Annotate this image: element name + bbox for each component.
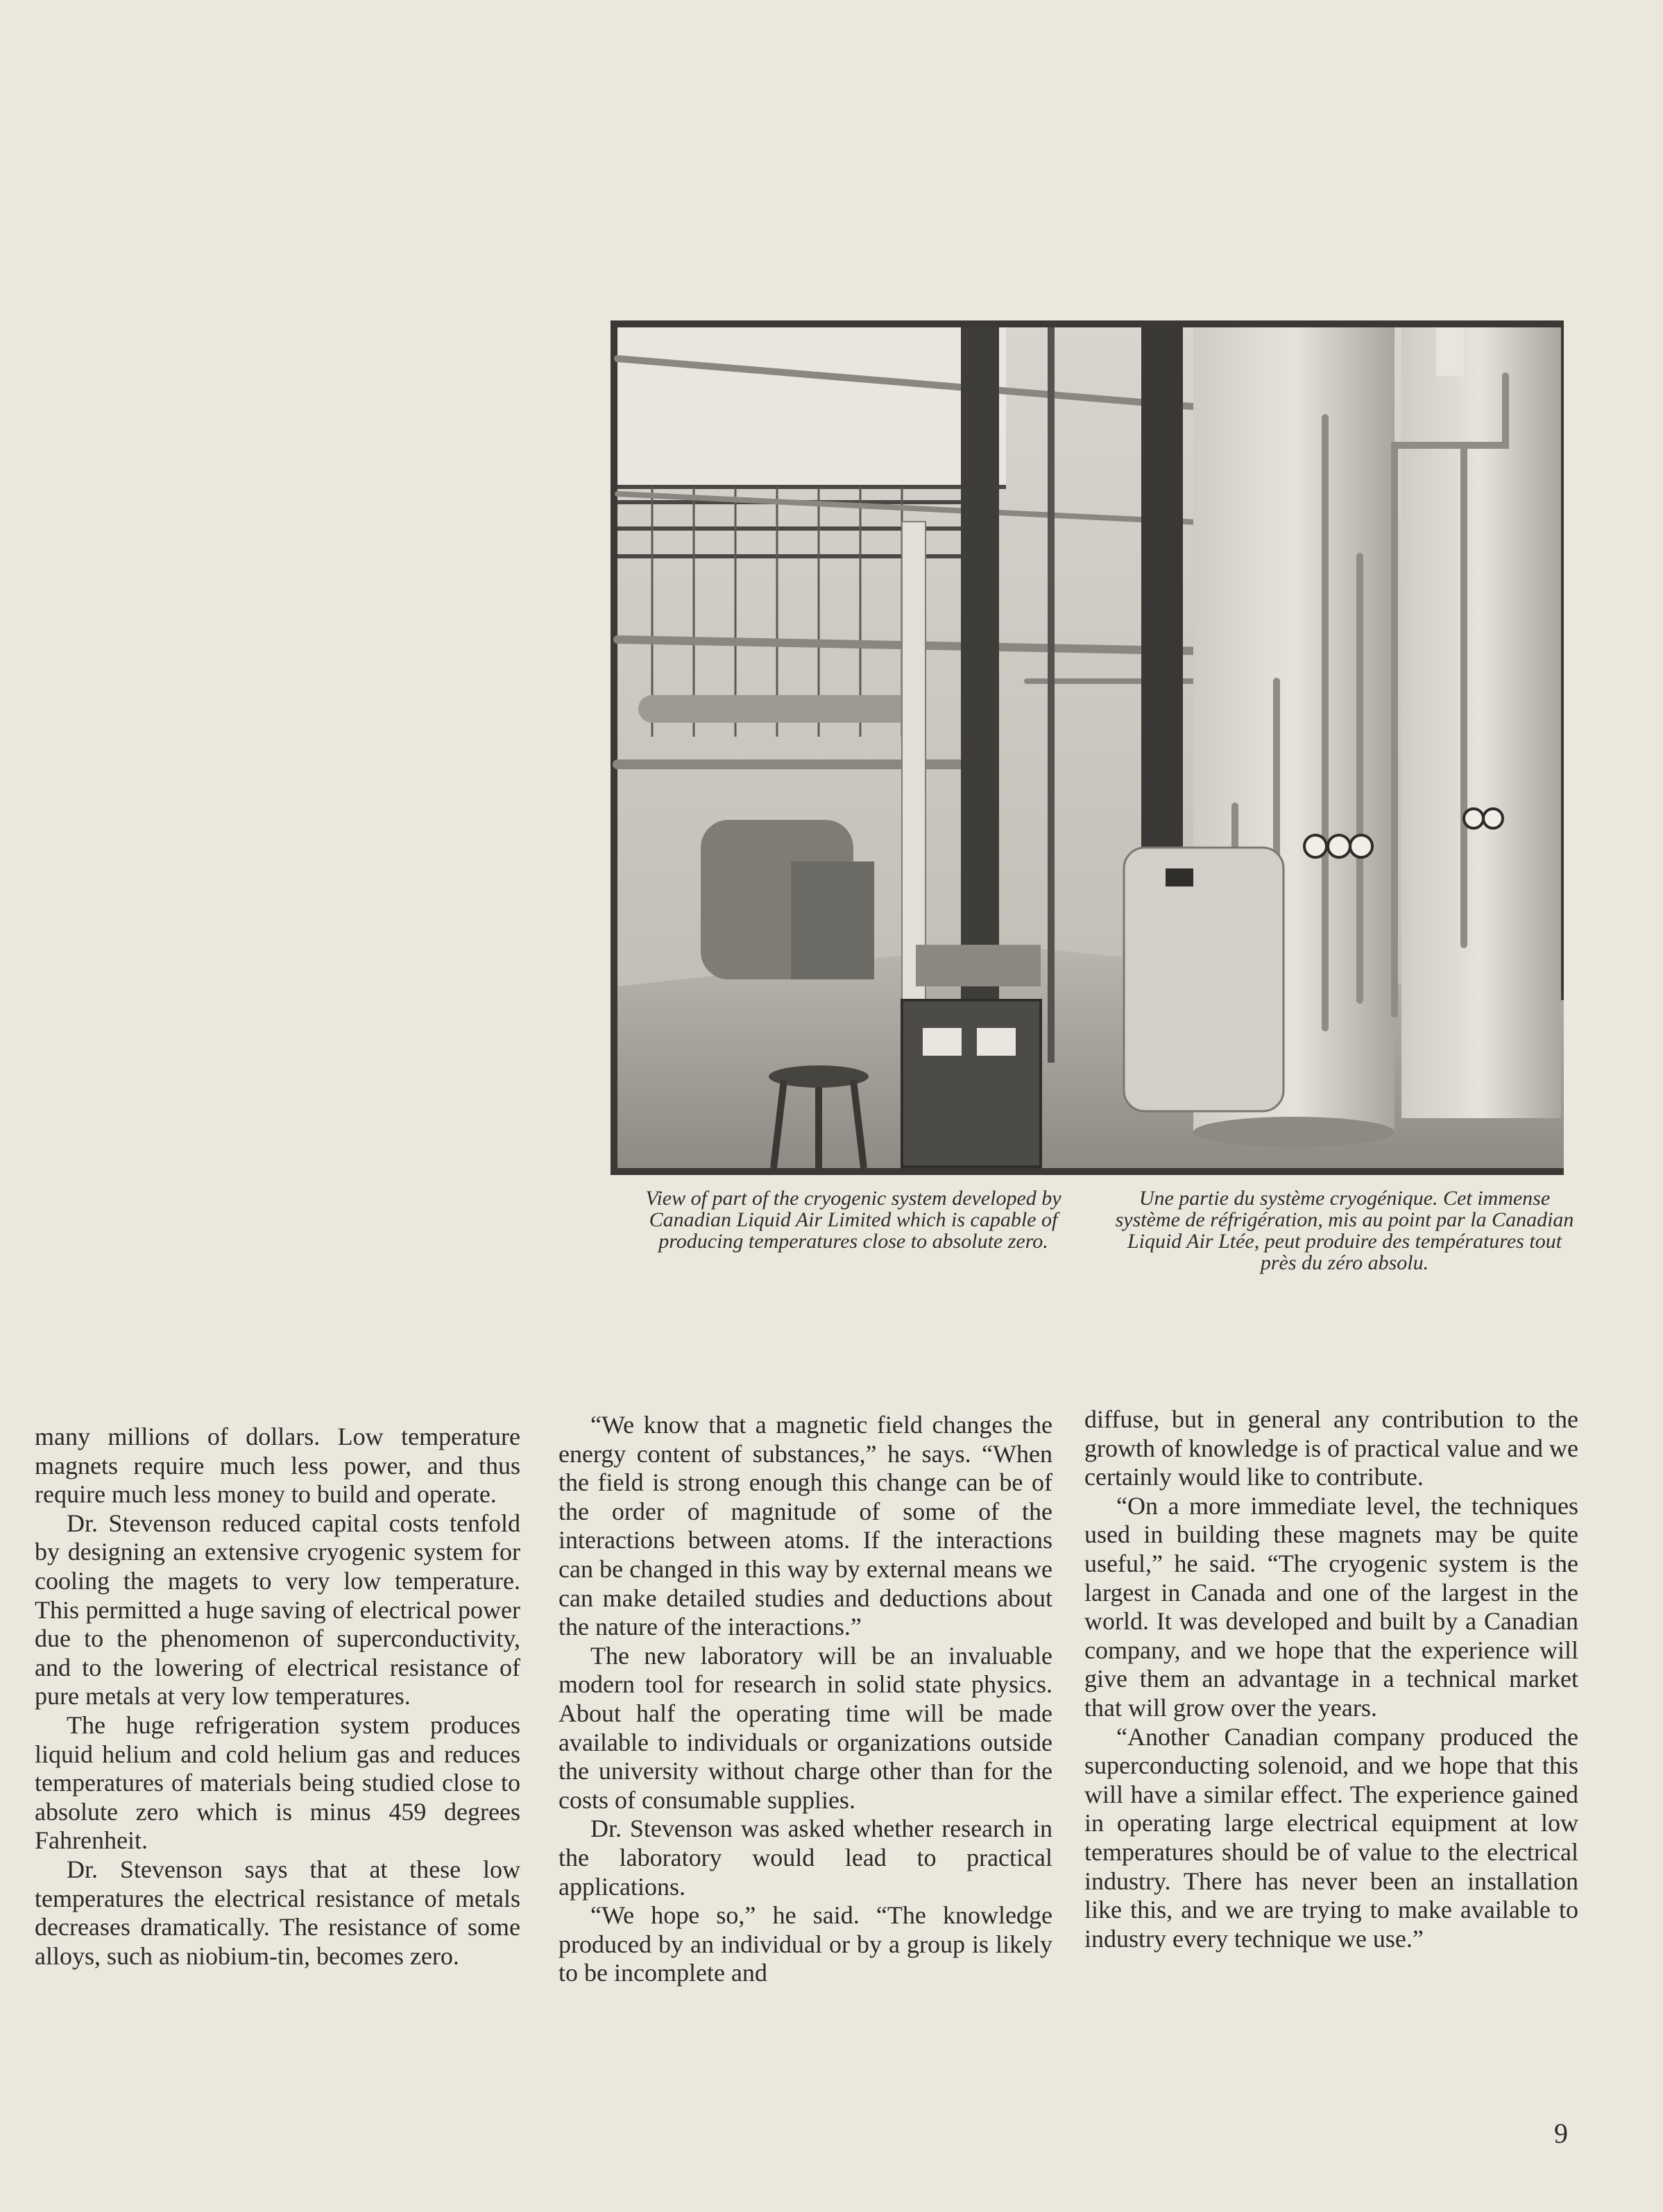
paragraph: The new laboratory will be an invaluable modern tool for research in solid state physics. About half the operating time will be made available to individuals or organizations outside the university without charge other than for the costs of consumable supplies. (558, 1641, 1052, 1814)
paragraph: many millions of dollars. Low temperature magnets require much less power, and thus require much less money to build and operate. (35, 1423, 520, 1509)
cryogenic-system-photo (611, 320, 1564, 1175)
figure-caption-french: Une partie du système cryogénique. Cet immense système de réfrigération, mis au point par la Canadian Liquid Air Ltée, peut produire des températures tout près du zéro absolu. (1115, 1187, 1574, 1274)
paragraph: Dr. Stevenson was asked whether research in the laboratory would lead to practical applications. (558, 1815, 1052, 1901)
paragraph: “We know that a magnetic field changes the energy content of substances,” he says. “When the field is strong enough this change can be of the order of magnitude of some of the interactions between atoms. If the interactions can be changed in this way by external means we can make detailed studies and deductions about the nature of the interactions.” (558, 1411, 1052, 1641)
paragraph: “We hope so,” he said. “The knowledge produced by an individual or by a group is likely to be incomplete and (558, 1901, 1052, 1987)
text-column-2 (558, 1411, 1052, 1988)
text-column-3 (1084, 1405, 1578, 1953)
paragraph: “Another Canadian company produced the superconducting solenoid, and we hope that this will have a similar effect. The experience gained in operating large electrical equipment at low temperatures should be of value to the electrical industry. There has never been an installation like this, and we are trying to make available to industry every technique we use.” (1084, 1722, 1578, 1953)
text-column-1 (35, 1423, 520, 1971)
paragraph: Dr. Stevenson reduced capital costs tenfold by designing an extensive cryogenic system for cooling the magets to very low temperature. This permitted a huge saving of electrical power due to the phenomenon of superconductivity, and to the lowering of electrical resistance of pure metals at very low temperatures. (35, 1509, 520, 1711)
paragraph: Dr. Stevenson says that at these low temperatures the electrical resistance of metals decreases dramatically. The resistance of some alloys, such as niobium-tin, becomes zero. (35, 1855, 520, 1970)
paragraph: “On a more immediate level, the techniques used in building these magnets may be quite useful,” he said. “The cryogenic system is the largest in Canada and one of the largest in the world. It was developed and built by a Canadian company, and we hope that the experience will give them an advantage in a technical market that will grow over the years. (1084, 1491, 1578, 1722)
cryogenic-system-illustration (611, 320, 1564, 1175)
paragraph: diffuse, but in general any contribution to the growth of knowledge is of practical value and we certainly would like to contribute. (1084, 1405, 1578, 1491)
figure-caption-english: View of part of the cryogenic system developed by Canadian Liquid Air Limited which is capable of producing temperatures close to absolute zero. (645, 1187, 1061, 1253)
paragraph: The huge refrigeration system produces liquid helium and cold helium gas and reduces temperatures of materials being studied close to absolute zero which is minus 459 degrees Fahrenheit. (35, 1711, 520, 1855)
page-number: 9 (1554, 2118, 1568, 2149)
